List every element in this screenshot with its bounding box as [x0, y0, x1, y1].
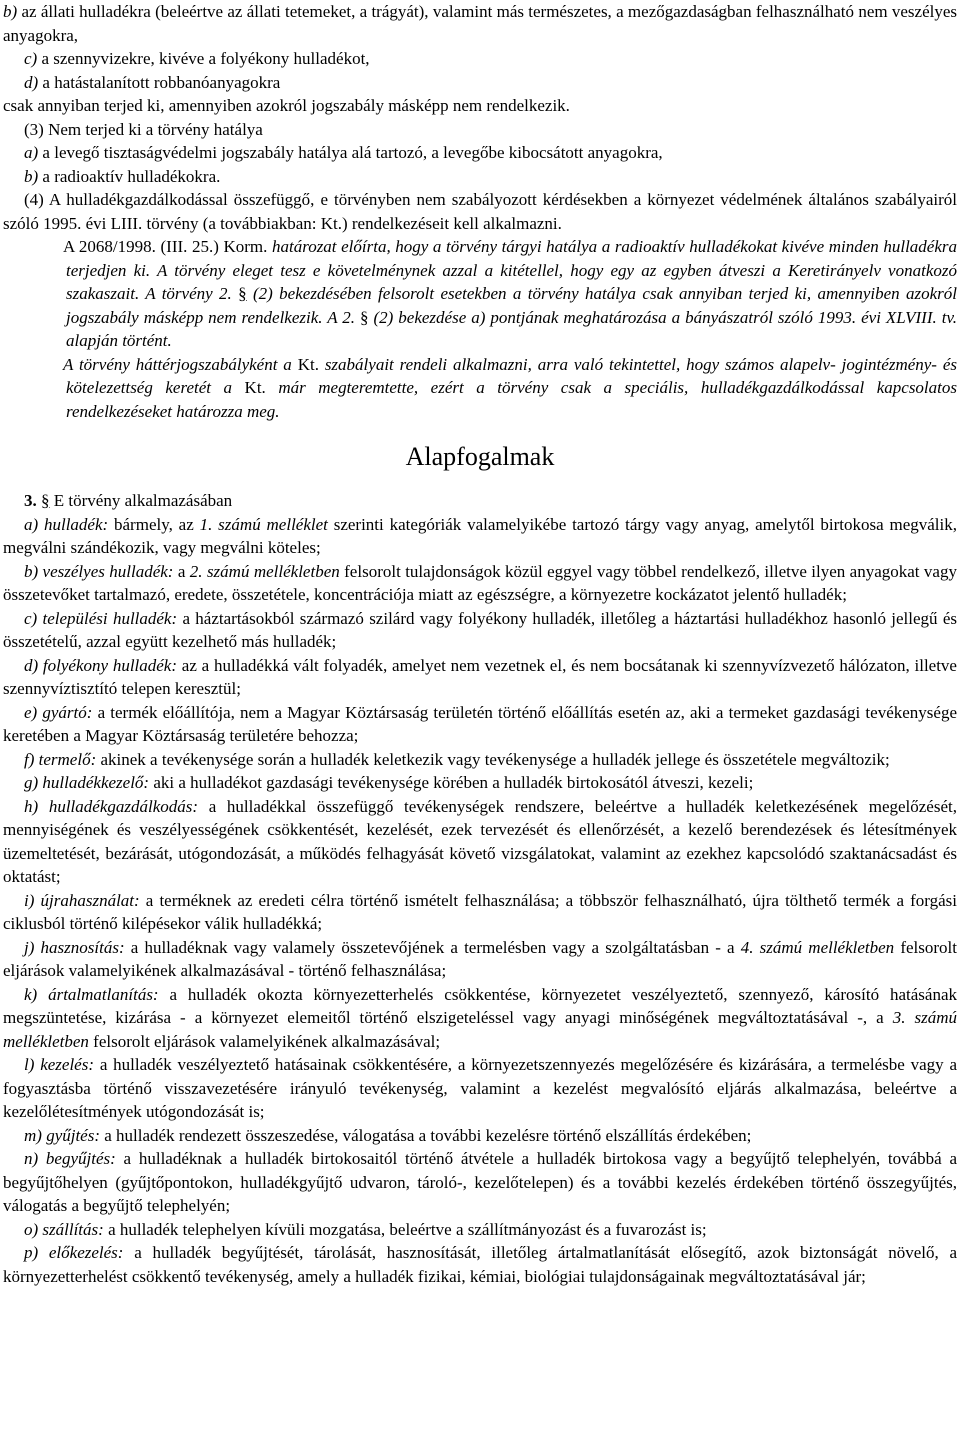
paragraph-b-animal-waste: b) az állati hulladékra (beleértve az állati tetemeket, a trágyát), valamint más természetes, a mezőgazdaságban felhasználható nem veszélyes anyagokra,: [3, 2, 958, 45]
paragraph-3-scope: [3, 118, 957, 142]
definition-item: [3, 748, 957, 772]
section-sign: §: [238, 284, 247, 303]
definition-text: akinek a tevékenysége során a hulladék keletkezik vagy tevékenysége a hulladék jellege és összetétele megváltozik;: [96, 749, 890, 769]
definition-text: a hulladék begyűjtését, tárolását, hasznosítását, illetőleg ártalmatlanítását elősegítő, azok biztonságát növelő, a környezetterhelést csökkentő tevékenység, amely a hulladék fizikai, kémiai, biológiai tulajdonságainak megváltoztatásával jár;: [3, 1243, 958, 1286]
definition-item: [3, 607, 957, 654]
definition-text: a termék előállítója, nem a Magyar Köztársaság területén történő előállítás esetén az, aki a termeket gazdasági tevékenysége keretében a Magyar Köztársaság területére behozza;: [3, 702, 957, 745]
text-line: a) a levegő tisztaságvédelmi jogszabály hatálya alá tartozó, a levegőbe kibocsátott anyagokra,: [24, 143, 663, 162]
section-sign: §: [41, 491, 50, 510]
text-line: d) a hatástalanított robbanóanyagokra: [24, 72, 281, 92]
chapter-heading: Alapfogalmak: [405, 442, 555, 471]
definition-term: e) gyártó:: [24, 702, 93, 722]
definition-text: a hulladék telephelyen kívüli mozgatása, beleértve a szállítmányozást és a fuvarozást is;: [103, 1219, 707, 1239]
definition-text: a: [173, 561, 190, 581]
definition-item: [3, 1053, 957, 1124]
section-sign: §: [360, 307, 369, 327]
definition-item: [3, 936, 957, 983]
definition-item: [3, 889, 957, 936]
definition-item: [3, 983, 957, 1054]
commentary-text: A 2068/1998. (III. 25.) Korm.: [63, 237, 272, 256]
commentary-text: (2) bekezdése a) pontjának meghatározása a bányászatról szóló 1993. évi XLVIII. tv. alapján történt.: [66, 307, 957, 350]
definition-term: d) folyékony hulladék:: [24, 655, 178, 675]
commentary-text: (2) bekezdésében felsorolt esetekben a törvény hatálya csak annyiban terjed ki, amennyiben azokról jogszabály másképp nem rendelkezik. A 2.: [66, 284, 957, 327]
definition-term: j) hasznosítás:: [24, 937, 125, 957]
commentary-text: Kt.: [244, 378, 279, 397]
definition-text: a hulladéknak vagy valamely összetevőjének a termelésben vagy a szolgáltatásban - a: [124, 937, 741, 957]
definition-term: n) begyűjtés:: [24, 1149, 116, 1168]
section-title-text: E törvény alkalmazásában: [49, 491, 233, 510]
commentary-text: szabályait rendeli alkalmazni, arra való tekintettel, hogy számos alapelv- jogintézmény- és kötelezettség keretét a: [66, 354, 958, 397]
definitions-list: [3, 513, 957, 1289]
definition-term: a) hulladék:: [24, 514, 109, 534]
commentary-text: Kt.: [297, 354, 325, 374]
definition-term: k) ártalmatlanítás:: [24, 984, 159, 1004]
text-line: (3) Nem terjed ki a törvény hatálya: [24, 119, 263, 139]
definition-item: [3, 1147, 957, 1218]
definition-item: [3, 771, 957, 795]
paragraph-c-wastewater: [3, 47, 957, 71]
definition-term: i) újrahasználat:: [24, 890, 140, 910]
definition-text: a hulladékkal összefüggő tevékenységek rendszere, beleértve a hulladék keletkezésének megelőzését, mennyiségének és veszélyességének csökkentését, kezelését, ezek tervezését és ellenőrzését, a kezelő berendezések és létesítmények üzemeltetését, bezárását, utógondozását, a működés felhagyását követő vizsgálatokat, valamint az ezekhez kapcsolódó szaktanácsadást és oktatást;: [3, 796, 957, 886]
definition-item: [3, 701, 957, 748]
paragraph-b-radioactive: [3, 165, 957, 189]
definition-text: a háztartásokból származó szilárd vagy folyékony hulladék, illetőleg a háztartási hulladékhoz hasonló jellegű és összetételű, azzal együtt kezelhető más hulladék;: [3, 608, 957, 651]
annex-reference: 3. számú mellékletben: [3, 1008, 957, 1051]
definition-text: felsorolt eljárások valamelyikének alkalmazásával - történő felhasználása;: [3, 937, 957, 980]
definition-text: a hulladéknak a hulladék birtokosaitól történő átvétele a hulladék birtokosa vagy a begyűjtő telephelyén, továbbá a begyűjtőhelyen (gyűjtőpontokon, hulladékgyűjtő udvaron, tároló-, kezelőtelepen) és a további kezelés érdekében történő összegyűjtés, válogatás a begyűjtő telephelyén;: [3, 1149, 957, 1215]
definition-text: az a hulladékká vált folyadék, amelyet nem vezetnek el, és nem bocsátanak ki szennyvízvezető hálózaton, illetve szennyvíztisztító telepen keresztül;: [3, 655, 957, 698]
paragraph-scope-clause: [3, 94, 957, 118]
commentary-paragraph-1: [3, 235, 957, 353]
commentary-text: A törvény eleget tesz e követelménynek azzal a kitétellel, hogy egy az egyben átveszi a Keretirányelv vonatkozó szakaszait. A törvény 2.: [66, 260, 957, 303]
definition-text: szerinti kategóriák valamelyikébe tartozó tárgy vagy anyag, amelytől birtokosa megválik, megválni szándékozik, vagy megválni köteles;: [3, 514, 958, 557]
list-letter: a): [24, 143, 39, 162]
definition-item: [3, 560, 957, 607]
list-letter: c): [24, 49, 38, 68]
text-line: csak annyiban terjed ki, amennyiben azokról jogszabály másképp nem rendelkezik.: [3, 96, 570, 115]
definition-text: felsorolt tulajdonságok közül eggyel vagy többel rendelkező, illetve ilyen anyagokat vagy összetevőket tartalmazó, eredete, összetétele, koncentrációja miatt az egészségre, a környezetre kockázatot jelentő hulladék;: [3, 561, 957, 604]
commentary-text: A törvény háttérjogszabályként a: [63, 354, 298, 374]
paragraph-a-air: [3, 141, 957, 165]
definition-text: bármely, az: [108, 514, 200, 534]
definition-text: felsorolt eljárások valamelyikének alkalmazásával;: [88, 1031, 441, 1051]
annex-reference: 4. számú mellékletben: [740, 937, 895, 957]
definition-item: [3, 795, 957, 889]
definition-term: m) gyűjtés:: [24, 1125, 101, 1145]
definition-text: a hulladék okozta környezetterhelés csökkentése, környezetet veszélyeztető, szennyező, károsító hatásának megszüntetése, kizárása - a környezet elemeitől történő elszigeteléssel vagy anyagi minőségének megváltoztatásával -, a: [3, 984, 957, 1027]
text-line: az állati hulladékra (beleértve az állati tetemeket, a trágyát), valamint más természetes, a mezőgazdaságban felhasználható nem veszélyes anyagokra,: [3, 2, 958, 45]
list-letter: b): [24, 166, 39, 186]
definition-term: l) kezelés:: [24, 1055, 94, 1074]
definition-term: f) termelő:: [24, 749, 97, 769]
paragraph-d-explosives: [3, 71, 957, 95]
list-letter: d): [24, 72, 39, 92]
text-line: b) a radioaktív hulladékokra.: [24, 166, 221, 186]
text-line: c) a szennyvizekre, kivéve a folyékony hulladékot,: [24, 49, 370, 68]
commentary-paragraph-2: [3, 353, 957, 424]
definition-term: g) hulladékkezelő:: [24, 773, 150, 792]
definition-term: o) szállítás:: [24, 1219, 104, 1239]
definition-term: c) települési hulladék:: [24, 608, 178, 628]
section-title: [3, 489, 957, 513]
annex-reference: 2. számú mellékletben: [189, 561, 340, 581]
commentary-text: határozat előírta, hogy a törvény tárgyi hatálya a radioaktív hulladékokat kivéve minden hulladékra terjedjen ki.: [66, 237, 958, 280]
definition-text: a hulladék rendezett összeszedése, válogatása a további kezelésre történő elszállítás érdekében;: [100, 1125, 752, 1145]
definition-text: a terméknek az eredeti célra történő ismételt felhasználása; a többször felhasználható, újra tölthető termék a forgási ciklusból történő kilépésekor válik hulladékká;: [3, 890, 958, 933]
text-line: (4) A hulladékgazdálkodással összefüggő, e törvényben nem szabályozott kérdésekben a környezet védelmének általános szabályairól szóló 1995. évi LIII. törvény (a továbbiakban: Kt.) rendelkezéseit kell alkalmazni.: [3, 190, 957, 233]
commentary-text: már megteremtette, ezért a törvény csak a speciális, hulladékgazdálkodással kapcsolatos rendelkezéseket határozza meg.: [66, 378, 957, 421]
annex-reference: 1. számú melléklet: [199, 514, 328, 534]
definition-item: [3, 654, 957, 701]
definition-term: b) veszélyes hulladék:: [24, 561, 174, 581]
definition-term: h) hulladékgazdálkodás:: [24, 796, 199, 816]
section-number: 3.: [24, 491, 37, 510]
definition-text: a hulladék veszélyeztető hatásainak csökkentésére, a környezetszennyezés megelőzésére és kizárására, a termelésbe vagy a fogyasztásba történő visszavezetésére irányuló tevékenység, valamint a kezelést megvalósító eljárás alkalmazása, beleértve a kezelőlétesítmények utógondozását is;: [3, 1055, 957, 1121]
paragraph-4-kt: [3, 188, 957, 235]
definition-term: p) előkezelés:: [24, 1243, 124, 1262]
definition-item: [3, 1218, 957, 1242]
definition-item: [3, 513, 957, 560]
definition-item: [3, 1124, 957, 1148]
definition-text: aki a hulladékot gazdasági tevékenysége körében a hulladék birtokosától átveszi, kezeli;: [149, 773, 754, 792]
definition-item: [3, 1241, 957, 1288]
